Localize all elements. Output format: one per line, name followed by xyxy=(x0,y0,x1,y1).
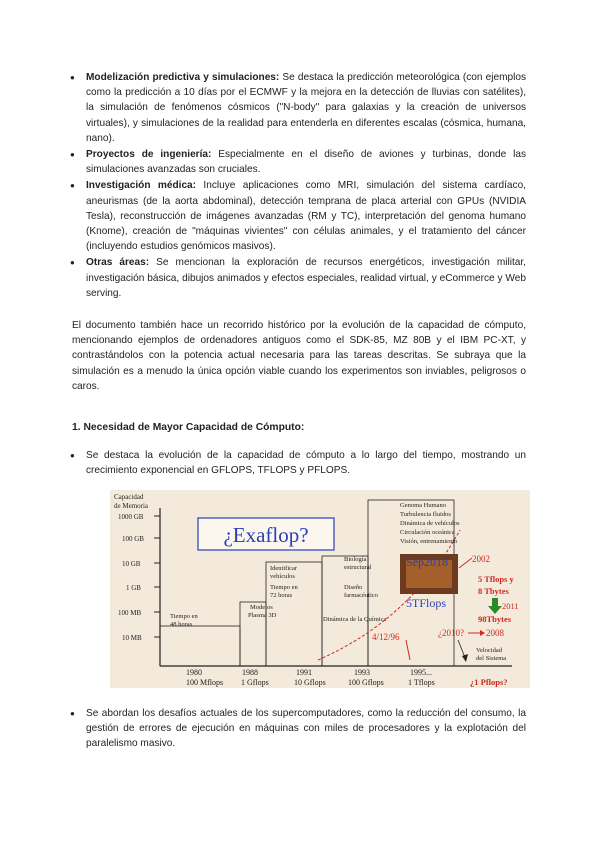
section-heading: 1. Necesidad de Mayor Capacidad de Cómputo: xyxy=(72,422,305,433)
x-tick-speed: 1 Tflops xyxy=(408,678,435,687)
item-label: Otras áreas: xyxy=(86,257,150,269)
date-1996: 4/12/96 xyxy=(372,632,400,642)
item-text: Incluye aplicaciones como MRI, simulación del sistema cardíaco, aneurismas (de la aorta abdominal), detección temprana de placa arterial con GPUs (NVIDIA Tesla), reconstrucción de imágenes avanzadas (RM y TC), interpretación del genoma humano (Knome), creación de "máquinas vivientes" con células animales, y el tratamiento del cáncer (incluyendo estudios genómicos masivos). xyxy=(86,180,526,253)
annotation-5tflops: 5 Tflops y xyxy=(478,574,514,584)
list-item xyxy=(86,706,526,752)
list-item xyxy=(86,255,526,301)
y-tick: 1000 GB xyxy=(118,513,144,521)
x-tick-year: 1991 xyxy=(296,668,312,677)
x-tick-year: 1980 xyxy=(186,668,202,677)
arrow-2002 xyxy=(459,558,472,568)
x-tick-speed: 100 Gflops xyxy=(348,678,384,687)
section-list xyxy=(86,448,526,479)
exaflop-text: ¿Exaflop? xyxy=(223,523,309,547)
x-tick-year: 1993 xyxy=(354,668,370,677)
x-tick-speed: 1 Gflops xyxy=(241,678,269,687)
x-tick-speed: 100 Mflops xyxy=(186,678,224,687)
list-item xyxy=(86,178,526,254)
item-label: Modelización predictiva y simulaciones: xyxy=(86,72,280,83)
app-label: Plasma 3D xyxy=(248,612,277,619)
challenges-list xyxy=(86,706,526,753)
region-1980 xyxy=(160,626,240,666)
y-tick: 100 GB xyxy=(122,535,144,543)
y-tick: 100 MB xyxy=(118,609,142,617)
app-label: farmacéutico xyxy=(344,592,378,599)
sep2018-label: Sep2018 xyxy=(406,555,448,569)
history-paragraph: El documento también hace un recorrido histórico por la evolución de la capacidad de cómputo, mencionando ejemplos de ordenadores antiguos como el SDK-85, MZ 80B y el IBM PC-XT, y contrastándolos con la potencia actual necesaria para las tareas descritas. Se subraya que la simulación es a menudo la única opción viable cuando los experimentos son inviables, peligrosos o caros. xyxy=(72,320,526,392)
date-pointer xyxy=(406,640,410,660)
list-item xyxy=(86,70,526,146)
y-tick: 10 MB xyxy=(122,634,142,642)
annotation-1pflops: ¿1 Pflops? xyxy=(470,677,508,687)
annotation-98tbytes: 98Tbytes xyxy=(478,614,512,624)
list-item xyxy=(86,448,526,478)
arrow-head-icon xyxy=(480,630,485,636)
app-label: vehículos xyxy=(270,573,295,580)
app-label: 72 horas xyxy=(270,592,293,599)
item-text: Especialmente en el diseño de aviones y turbinas, donde las simulaciones avanzadas son cruciales. xyxy=(86,149,526,176)
item-text: Se destaca la evolución de la capacidad de cómputo a lo largo del tiempo, mostrando un crecimiento exponencial en GFLOPS, TFLOPS y PFLOPS. xyxy=(86,450,526,477)
item-text: Se abordan los desafíos actuales de los supercomputadores, como la reducción del consumo, la gestión de errores de ejecución en máquinas con miles de procesadores y la explotación del paralelismo masivo. xyxy=(86,708,526,750)
app-label: Dinámica de vehículos xyxy=(400,520,460,527)
annotation-2002: 2002 xyxy=(472,554,490,564)
applications-list xyxy=(86,70,526,302)
item-text: Se destaca la predicción meteorológica (con ejemplos como la predicción a 10 días por el ECMWF y la mejora en la detección de lluvias con satélites), la simulación de fenómenos cósmicos ("N-body" para galaxias y la creación de universos virtuales), y simulaciones de la realidad para entenderla en diferentes escalas (cósmica, humana, nano). xyxy=(86,72,526,144)
app-label: Tiempo en xyxy=(270,584,298,591)
y-axis-label-2: de Memoria xyxy=(114,502,149,510)
item-label: Investigación médica: xyxy=(86,180,197,192)
app-label: Tiempo en xyxy=(170,613,198,620)
tflops5-label: 5TFlops xyxy=(406,596,447,610)
x-tick-speed: 10 Gflops xyxy=(294,678,326,687)
y-tick: 1 GB xyxy=(126,584,141,592)
capacity-evolution-figure xyxy=(110,490,530,688)
x-axis-label-2: del Sistema xyxy=(476,655,507,662)
app-label: Turbulencia fluidos xyxy=(400,511,451,518)
app-label: Identificar xyxy=(270,565,298,572)
figure-svg xyxy=(110,490,530,688)
region-1993 xyxy=(322,556,368,666)
app-label: Genoma Humano xyxy=(400,502,447,509)
app-label: Biología xyxy=(344,556,367,563)
list-item xyxy=(86,147,526,177)
x-tick-year: 1988 xyxy=(242,668,258,677)
down-arrow-icon xyxy=(488,598,502,614)
annotation-2008: 2008 xyxy=(486,628,504,638)
app-label: estructural xyxy=(344,564,372,571)
app-label: Visión, entrenamiento xyxy=(400,538,458,545)
app-label: Diseño xyxy=(344,584,363,591)
app-label: Dinámica de la Química xyxy=(323,616,387,623)
app-label: 48 horas xyxy=(170,621,193,628)
annotation-2011: 2011 xyxy=(502,601,519,611)
annotation-2010: ¿2010? xyxy=(438,628,464,638)
x-tick-year: 1995... xyxy=(410,668,432,677)
axis-arrow-head-icon xyxy=(462,654,468,662)
y-tick: 10 GB xyxy=(122,560,141,568)
item-text: Se mencionan la exploración de recursos energéticos, investigación militar, investigación básica, dibujos animados y efectos especiales, realidad virtual, y eCommerce y Web serving. xyxy=(86,257,526,299)
annotation-8tbytes: 8 Tbytes xyxy=(478,586,509,596)
item-label: Proyectos de ingeniería: xyxy=(86,149,212,161)
y-axis-label-1: Capacidad xyxy=(114,493,144,501)
app-label: Circulación oceánica xyxy=(400,529,455,536)
x-axis-label-1: Velocidad xyxy=(476,647,502,654)
app-label: Modelos xyxy=(250,604,273,611)
